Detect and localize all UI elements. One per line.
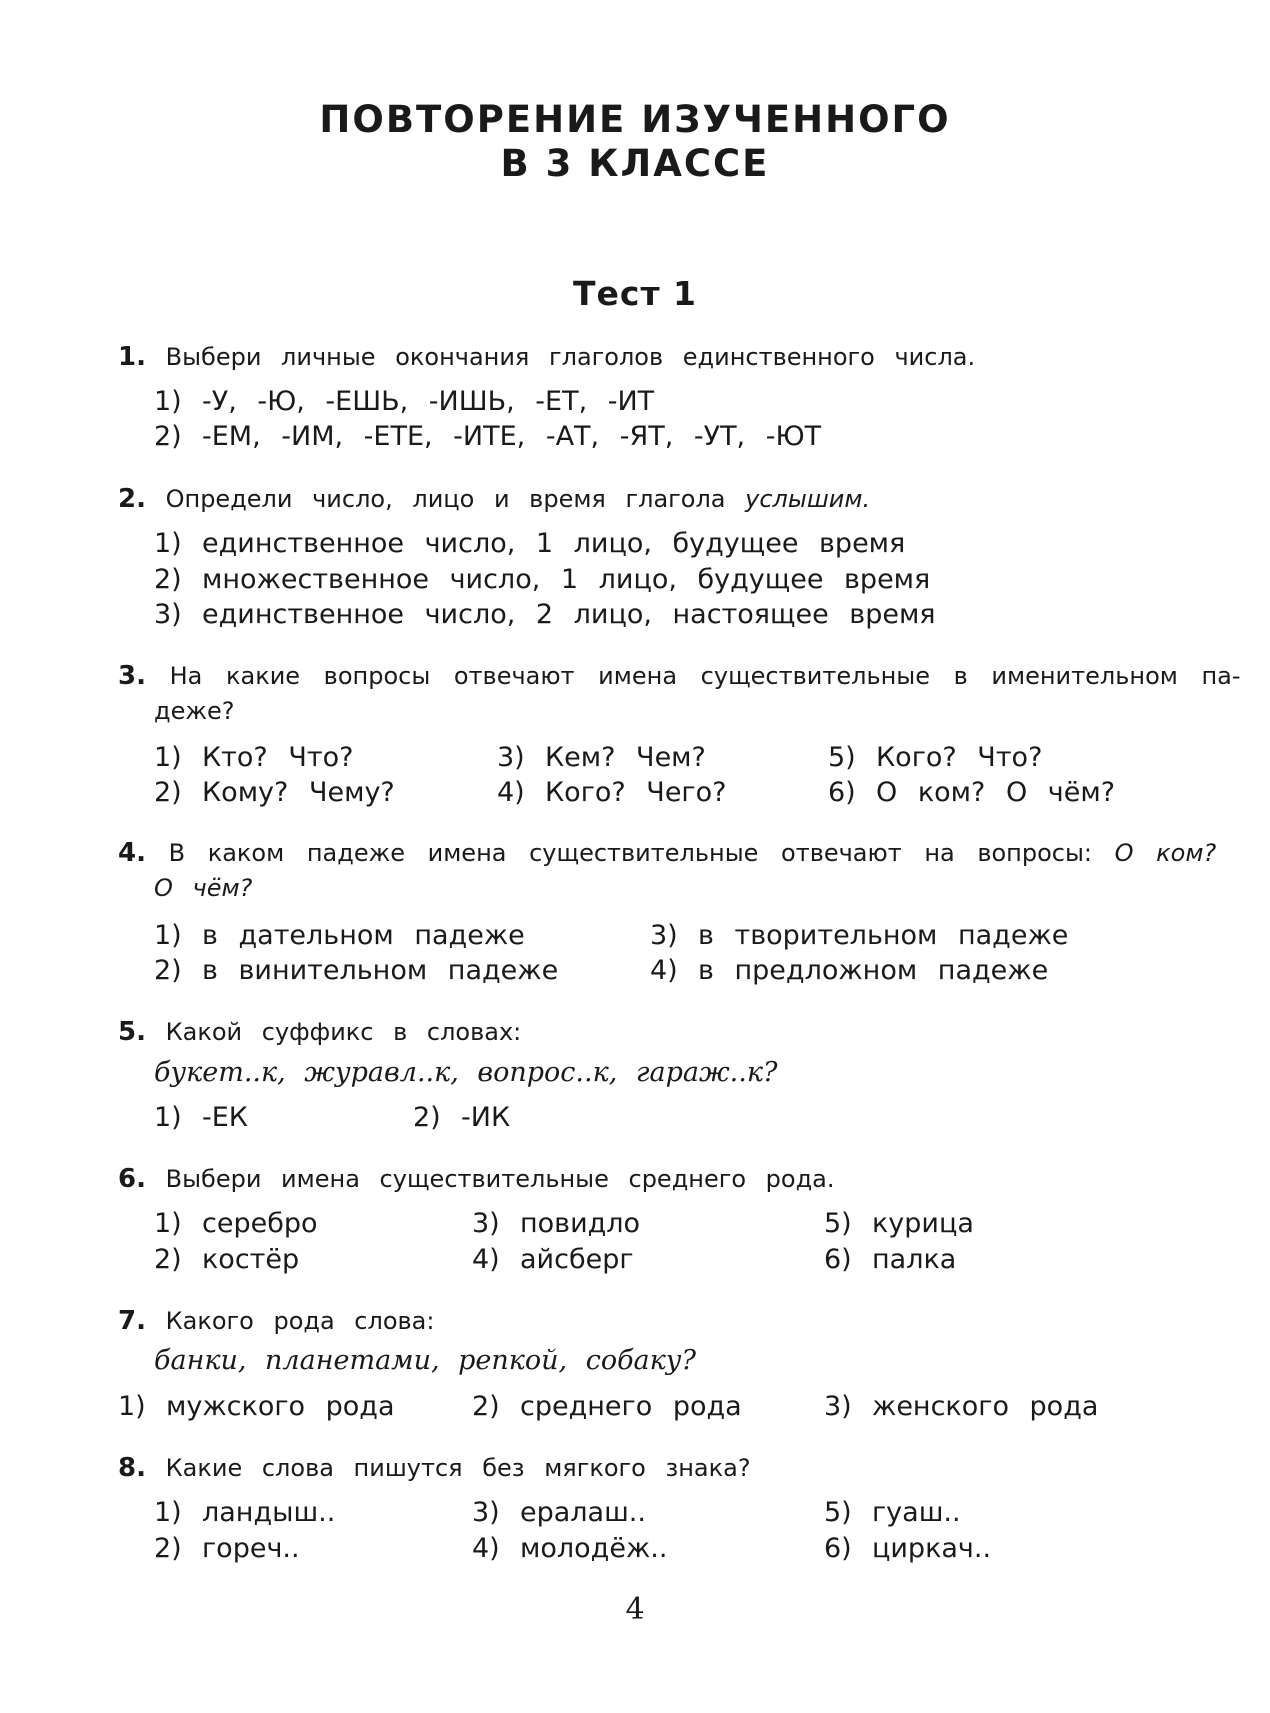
option-number: 4) [472,1533,500,1564]
option [650,955,1048,986]
option-text: -ЕК [202,1102,248,1133]
option-number: 4) [497,777,525,808]
question-6 [118,1164,835,1194]
question-emphasis: О чём? [154,874,253,902]
question-number: 2. [118,484,146,514]
option-number: 2) [472,1391,500,1422]
option [497,777,726,808]
option [472,1497,646,1528]
page-title-line-2: В 3 КЛАССЕ [500,142,770,185]
option [154,920,525,951]
question-2 [118,484,870,514]
option-text: единственное число, 1 лицо, будущее время [202,528,906,559]
option-number: 2) [154,421,182,452]
option [154,955,558,986]
option [497,742,706,773]
option-number: 2) [154,1244,182,1275]
option-text: Кто? Что? [202,742,354,773]
question-1 [118,342,975,372]
question-text: Выбери имена существительные среднего рода. [165,1165,835,1193]
question-text-line-1: На какие вопросы отвечают имена существительные в именительном па- [169,662,1241,690]
option-text: гореч.. [202,1533,300,1564]
question-text: Какие слова пишутся без мягкого знака? [165,1454,751,1482]
option-number: 2) [154,564,182,595]
option-number: 5) [824,1497,852,1528]
option-text: Кому? Чему? [202,777,395,808]
option-text: курица [872,1208,974,1239]
option [154,1244,299,1275]
option-text: повидло [520,1208,641,1239]
option [154,1497,335,1528]
option-number: 6) [824,1533,852,1564]
option-number: 1) [154,1497,182,1528]
option [154,421,821,452]
question-emphasis: О ком? [1114,839,1217,867]
option-text: серебро [202,1208,318,1239]
question-text: Выбери личные окончания глаголов единственного числа. [165,343,976,371]
option-number: 3) [472,1497,500,1528]
option-text: О ком? О чём? [876,777,1116,808]
option-number: 1) [154,742,182,773]
option-number: 3) [154,599,182,630]
option-text: Кого? Что? [876,742,1043,773]
option-text: ландыш.. [202,1497,336,1528]
option [472,1208,640,1239]
option [413,1102,510,1133]
question-text: Какой суффикс в словах: [165,1018,522,1046]
option [824,1244,956,1275]
question-4 [118,838,1216,868]
option-number: 1) [118,1391,146,1422]
option [824,1391,1098,1422]
option-number: 6) [828,777,856,808]
option-text: единственное число, 2 лицо, настоящее время [202,599,936,630]
option [828,777,1115,808]
option-number: 1) [154,920,182,951]
option [828,742,1042,773]
question-emphasis: услышим. [745,485,871,513]
option-text: женского рода [872,1391,1099,1422]
option [824,1533,991,1564]
option-number: 5) [824,1208,852,1239]
option [154,599,936,630]
option-text: Кого? Чего? [545,777,727,808]
option-text: костёр [202,1244,300,1275]
option-text: в предложном падеже [698,955,1049,986]
option-number: 4) [472,1244,500,1275]
option [154,777,395,808]
option [472,1244,634,1275]
option-number: 1) [154,528,182,559]
option-number: 3) [824,1391,852,1422]
question-5 [118,1017,521,1047]
option-text: палка [872,1244,957,1275]
option [154,528,905,559]
option-text: гуаш.. [872,1497,961,1528]
option-number: 2) [154,955,182,986]
option-number: 5) [828,742,856,773]
test-title: Тест 1 [572,274,698,313]
question-text: Какого рода слова: [165,1307,435,1335]
option-number: 1) [154,1208,182,1239]
option-text: множественное число, 1 лицо, будущее время [202,564,931,595]
question-8 [118,1453,751,1483]
option-text: циркач.. [872,1533,992,1564]
option-text: айсберг [520,1244,634,1275]
question-number: 7. [118,1306,146,1336]
option-number: 3) [472,1208,500,1239]
question-number: 3. [118,661,146,691]
option [650,920,1068,951]
option-number: 6) [824,1244,852,1275]
option-text: -У, -Ю, -ЕШЬ, -ИШЬ, -ЕТ, -ИТ [202,386,655,417]
option [154,1208,318,1239]
option [154,1533,300,1564]
question-text: Определи число, лицо и время глагола [165,485,726,513]
question-3 [118,661,1241,691]
option [472,1533,667,1564]
option-number: 3) [497,742,525,773]
question-text-line-1: В каком падеже имена существительные отвечают на вопросы: [168,839,1093,867]
option [824,1208,974,1239]
option-text: Кем? Чем? [545,742,706,773]
option-text: молодёж.. [520,1533,668,1564]
option-number: 4) [650,955,678,986]
option-text: мужского рода [166,1391,395,1422]
option-text: в творительном падеже [698,920,1069,951]
option-number: 1) [154,1102,182,1133]
option-number: 2) [154,777,182,808]
option-text: ералаш.. [520,1497,646,1528]
option [154,386,654,417]
question-number: 6. [118,1164,146,1194]
option-text: -ЕМ, -ИМ, -ЕТЕ, -ИТЕ, -АТ, -ЯТ, -УТ, -ЮТ [202,421,822,452]
question-3-continued [154,697,234,725]
option-number: 2) [413,1102,441,1133]
question-7 [118,1306,434,1336]
question-number: 5. [118,1017,146,1047]
page-title-line-1: ПОВТОРЕНИЕ ИЗУЧЕННОГО [319,98,951,141]
option [118,1391,395,1422]
page-number: 4 [625,1592,645,1627]
option-text: -ИК [461,1102,511,1133]
option [472,1391,742,1422]
option-text: в дательном падеже [202,920,525,951]
option [154,564,930,595]
question-text-line-2: деже? [154,697,235,725]
option [154,742,353,773]
question-number: 1. [118,342,146,372]
option [154,1102,248,1133]
question-number: 4. [118,838,146,868]
option [824,1497,961,1528]
option-number: 2) [154,1533,182,1564]
word-list: букет..к, журавл..к, вопрос..к, гараж..к? [154,1057,778,1088]
question-number: 8. [118,1453,146,1483]
option-number: 3) [650,920,678,951]
word-list: банки, планетами, репкой, собаку? [154,1345,696,1376]
option-text: среднего рода [520,1391,742,1422]
question-4-continued [154,874,252,902]
option-text: в винительном падеже [202,955,559,986]
option-number: 1) [154,386,182,417]
